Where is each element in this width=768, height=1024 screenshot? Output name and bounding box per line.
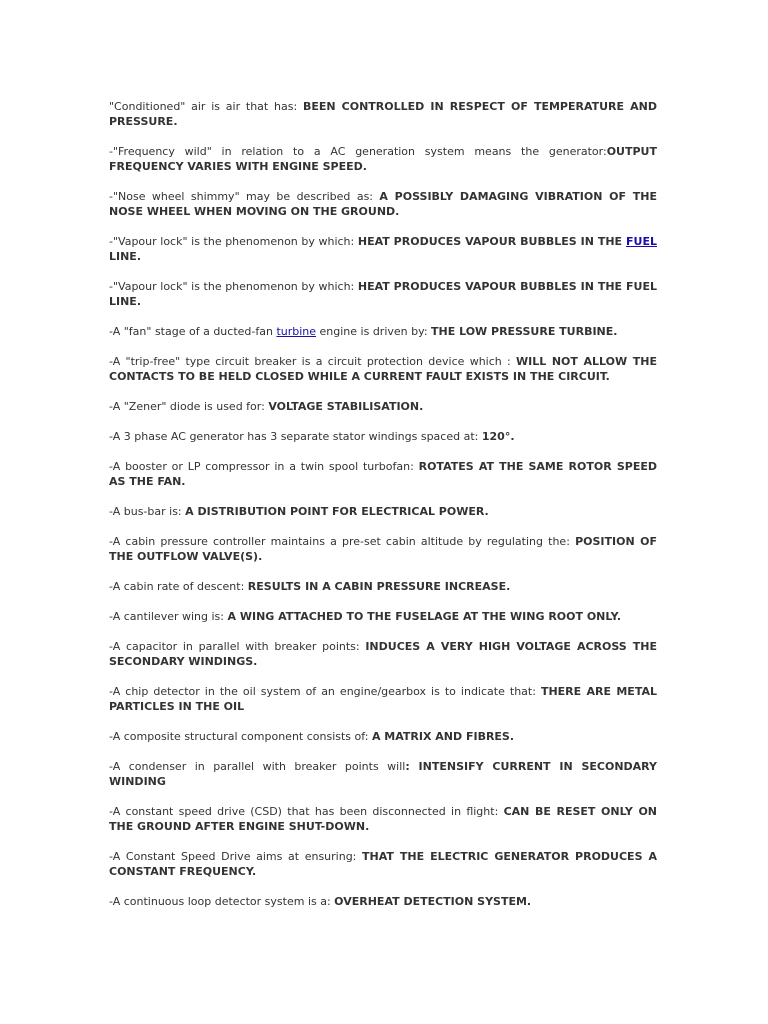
qa-item-19 [109, 804, 657, 834]
question-text: -A cabin rate of descent: [109, 580, 248, 593]
question-text: -"Nose wheel shimmy" may be described as: [109, 190, 380, 203]
question-text: "Conditioned" air is air that has: [109, 100, 303, 113]
question-text: -A booster or LP compressor in a twin spool turbofan: [109, 460, 419, 473]
answer-text: BEEN CONTROLLED IN RESPECT OF TEMPERATURE AND PRESSURE. [109, 100, 657, 128]
qa-item-12 [109, 534, 657, 564]
question-text: -A chip detector in the oil system of an engine/gearbox is to indicate that: [109, 685, 541, 698]
question-text: -A "Zener" diode is used for: [109, 400, 269, 413]
qa-item-18 [109, 759, 657, 789]
qa-item-15 [109, 639, 657, 669]
answer-text: HEAT PRODUCES VAPOUR BUBBLES IN THE [357, 235, 627, 248]
turbine-link[interactable]: turbine [276, 325, 317, 338]
answer-text: A POSSIBLY DAMAGING VIBRATION OF THE NOSE WHEEL WHEN MOVING ON THE GROUND. [109, 190, 657, 218]
question-text: -A 3 phase AC generator has 3 separate stator windings spaced at: [109, 430, 482, 443]
question-text: -A "fan" stage of a ducted-fan [109, 325, 277, 338]
qa-item-14 [109, 609, 657, 624]
answer-text: INDUCES A VERY HIGH VOLTAGE ACROSS THE SECONDARY WINDINGS. [109, 640, 657, 668]
answer-text: THERE ARE METAL PARTICLES IN THE OIL [109, 685, 657, 713]
question-text: -"Frequency wild" in relation to a AC generation system means the generator: [109, 145, 607, 158]
answer-text: A DISTRIBUTION POINT FOR ELECTRICAL POWER. [185, 505, 489, 518]
qa-item-2 [109, 144, 657, 174]
answer-text-end: LINE. [109, 250, 142, 263]
document-page [109, 99, 657, 924]
question-text: -A continuous loop detector system is a: [109, 895, 335, 908]
answer-text: 120°. [481, 430, 515, 443]
question-text: -A cantilever wing is: [109, 610, 228, 623]
answer-text: THAT THE ELECTRIC GENERATOR PRODUCES A CONSTANT FREQUENCY. [109, 850, 657, 878]
question-text: -A condenser in parallel with breaker points will [109, 760, 406, 773]
question-text: -A "trip-free" type circuit breaker is a circuit protection device which : [109, 355, 516, 368]
question-text: -A Constant Speed Drive aims at ensuring: [109, 850, 363, 863]
qa-item-1 [109, 99, 657, 129]
answer-text: THE LOW PRESSURE TURBINE. [431, 325, 618, 338]
qa-item-5 [109, 279, 657, 309]
qa-item-20 [109, 849, 657, 879]
qa-item-8 [109, 399, 657, 414]
qa-item-4 [109, 234, 657, 264]
question-text: -"Vapour lock" is the phenomenon by which: [109, 235, 358, 248]
answer-text: : INTENSIFY CURRENT IN SECONDARY WINDING [109, 760, 657, 788]
qa-item-21 [109, 894, 657, 909]
question-text: -A bus-bar is: [109, 505, 186, 518]
answer-text: RESULTS IN A CABIN PRESSURE INCREASE. [247, 580, 511, 593]
question-text: -A constant speed drive (CSD) that has been disconnected in flight: [109, 805, 504, 818]
qa-item-3 [109, 189, 657, 219]
answer-text: CAN BE RESET ONLY ON THE GROUND AFTER ENGINE SHUT-DOWN. [109, 805, 658, 833]
answer-text: WILL NOT ALLOW THE CONTACTS TO BE HELD CLOSED WHILE A CURRENT FAULT EXISTS IN THE CIRCUIT. [109, 355, 657, 383]
qa-item-16 [109, 684, 657, 714]
answer-text: HEAT PRODUCES VAPOUR BUBBLES IN THE FUEL LINE. [109, 280, 657, 308]
answer-text: VOLTAGE STABILISATION. [268, 400, 424, 413]
question-text: -A composite structural component consists of: [109, 730, 372, 743]
qa-item-6 [109, 324, 657, 339]
question-text: -A capacitor in parallel with breaker points: [109, 640, 366, 653]
answer-text: A MATRIX AND FIBRES. [371, 730, 515, 743]
question-text: -"Vapour lock" is the phenomenon by which: [109, 280, 358, 293]
qa-item-7 [109, 354, 657, 384]
fuel-link[interactable]: FUEL [626, 235, 657, 248]
qa-item-17 [109, 729, 657, 744]
answer-text: OUTPUT FREQUENCY VARIES WITH ENGINE SPEED. [109, 145, 657, 173]
question-text-end: engine is driven by: [316, 325, 432, 338]
qa-item-13 [109, 579, 657, 594]
qa-item-11 [109, 504, 657, 519]
answer-text: POSITION OF THE OUTFLOW VALVE(S). [109, 535, 657, 563]
answer-text: A WING ATTACHED TO THE FUSELAGE AT THE WING ROOT ONLY. [227, 610, 621, 623]
qa-item-9 [109, 429, 657, 444]
answer-text: ROTATES AT THE SAME ROTOR SPEED AS THE FAN. [109, 460, 657, 488]
answer-text: OVERHEAT DETECTION SYSTEM. [334, 895, 532, 908]
question-text: -A cabin pressure controller maintains a pre-set cabin altitude by regulating the: [109, 535, 576, 548]
qa-item-10 [109, 459, 657, 489]
